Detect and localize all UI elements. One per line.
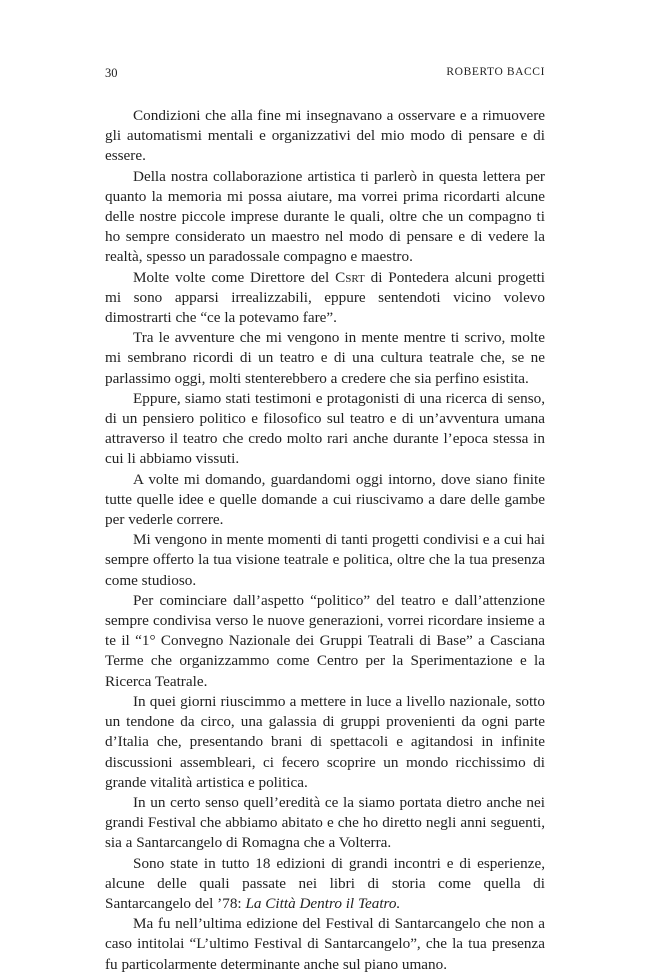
paragraph: In quei giorni riuscimmo a mettere in luce a livello nazionale, sotto un tendone da circo, una galassia di gruppi provenienti da ogni parte d’Italia che, presentando brani di spettacoli e agitandosi in infinite discussioni assembleari, ci fecero scoprire un mondo ricchissimo di grande vitalità artistica e politica.: [105, 692, 545, 791]
body-text: [105, 106, 545, 975]
page-number: 30: [105, 66, 118, 80]
paragraph-text: di Pontedera alcuni progetti mi sono apparsi irrealizzabili, eppure sentendoti vicino volevo dimostrarti che “ce la potevamo fare”.: [105, 268, 546, 327]
paragraph: [105, 854, 545, 915]
paragraph: Per cominciare dall’aspetto “politico” del teatro e dall’attenzione sempre condivisa verso le nuove generazioni, vorrei ricordare insieme a te il “1° Convegno Nazionale dei Gruppi Teatrali di Base” a Casciana Terme che organizzammo come Centro per la Sperimentazione e la Ricerca Teatrale.: [105, 591, 545, 690]
festival-title: La Città Dentro il Teatro.: [245, 894, 401, 912]
csrt-acronym: Csrt: [335, 268, 365, 286]
paragraph: Condizioni che alla fine mi insegnavano a osservare e a rimuovere gli automatismi mentali e organizzativi del mio modo di pensare e di essere.: [105, 107, 545, 165]
paragraph: Eppure, siamo stati testimoni e protagonisti di una ricerca di senso, di un pensiero politico e filosofico sul teatro e di un’avventura umana attraverso il teatro che credo molto rari anche durante l’epoca stessa in cui li abbiamo vissuti.: [105, 389, 545, 468]
paragraph: Mi vengono in mente momenti di tanti progetti condivisi e a cui hai sempre offerto la tua visione teatrale e politica, oltre che la tua presenza come studioso.: [105, 531, 545, 589]
page-header: [105, 66, 545, 84]
paragraph-text: Sono state in tutto 18 edizioni di grandi incontri e di esperienze, alcune delle quali passate nei libri di storia come quella di Santarcangelo del ’78:: [105, 854, 545, 912]
paragraph-text: Molte volte come Direttore del: [133, 268, 336, 286]
paragraph: Tra le avventure che mi vengono in mente mentre ti scrivo, molte mi sembrano ricordi di un teatro e di una cultura teatrale che, se ne parlassimo oggi, molti stenterebbero a credere che sia perfino esistita.: [105, 329, 545, 387]
paragraph: [105, 268, 545, 329]
paragraph: A volte mi domando, guardandomi oggi intorno, dove siano finite tutte quelle idee e quelle domande a cui riuscivamo a dare delle gambe per vederle correre.: [105, 470, 545, 529]
running-head: ROBERTO BACCI: [446, 66, 545, 78]
paragraph: Della nostra collaborazione artistica ti parlerò in questa lettera per quanto la memoria mi possa aiutare, ma vorrei prima ricordarti alcune delle nostre piccole imprese durante le quali, oltre che un compagno ti ho sempre considerato un maestro nel modo di pensare e di vedere la realtà, spesso un paradossale compagno e maestro.: [105, 167, 545, 266]
paragraph: In un certo senso quell’eredità ce la siamo portata dietro anche nei grandi Festival che abbiamo abitato e che ho diretto negli anni seguenti, sia a Santarcangelo di Romagna che a Volterra.: [105, 793, 545, 852]
paragraph: Ma fu nell’ultima edizione del Festival di Santarcangelo che non a caso intitolai “L’ultimo Festival di Santarcangelo”, che la tua presenza fu particolarmente determinante anche sul piano umano.: [105, 915, 545, 973]
